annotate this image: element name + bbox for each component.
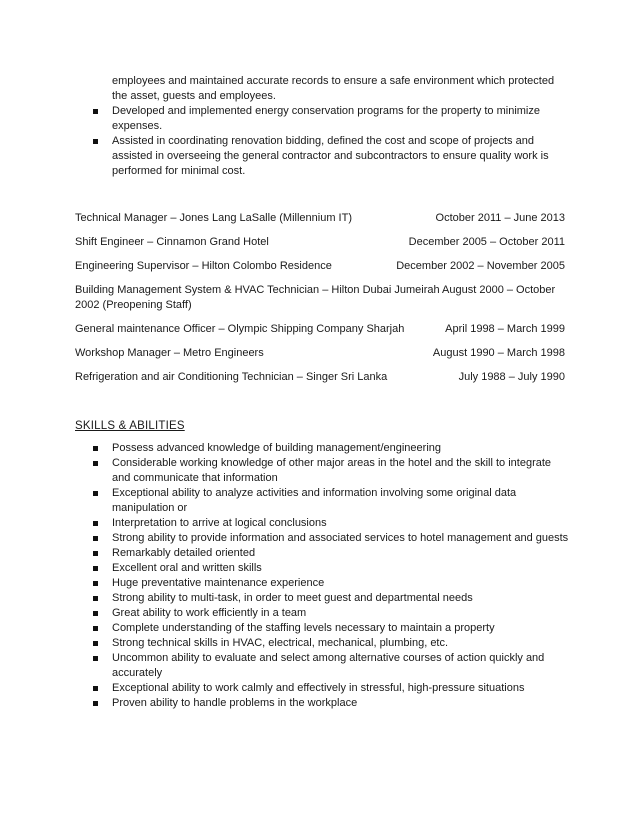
square-bullet-icon xyxy=(93,566,98,571)
square-bullet-icon xyxy=(93,701,98,706)
skill-item: Interpretation to arrive at logical conclusions xyxy=(90,516,570,531)
square-bullet-icon xyxy=(93,491,98,496)
skill-item: Considerable working knowledge of other major areas in the hotel and the skill to integrate and communicate that information xyxy=(90,456,570,486)
square-bullet-icon xyxy=(93,446,98,451)
job-title: Refrigeration and air Conditioning Technician – Singer Sri Lanka xyxy=(75,371,388,383)
skill-item: Remarkably detailed oriented xyxy=(90,546,570,561)
continued-bullet-text: employees and maintained accurate records to ensure a safe environment which protected the asset, guests and employees. xyxy=(112,75,555,102)
square-bullet-icon xyxy=(93,551,98,556)
employment-history xyxy=(75,211,565,394)
skill-item: Complete understanding of the staffing levels necessary to maintain a property xyxy=(90,621,570,636)
skills-list xyxy=(90,441,570,711)
job-dates: December 2002 – November 2005 xyxy=(396,260,565,272)
square-bullet-icon xyxy=(93,461,98,466)
skill-item: Exceptional ability to analyze activities and information involving some original data manipulation or xyxy=(90,486,570,516)
square-bullet-icon xyxy=(93,656,98,661)
list-item: Developed and implemented energy conservation programs for the property to minimize expenses. xyxy=(90,104,570,134)
job-entry xyxy=(75,370,565,385)
skill-item: Uncommon ability to evaluate and select among alternative courses of action quickly and accurately xyxy=(90,651,570,681)
experience-bullet-list xyxy=(90,104,570,179)
job-title: Building Management System & HVAC Technician – Hilton Dubai Jumeirah August 2000 – October 2002 (Preopening Staff) xyxy=(75,284,556,311)
job-title: General maintenance Officer – Olympic Shipping Company Sharjah xyxy=(75,323,405,335)
job-entry xyxy=(75,211,565,226)
job-title: Shift Engineer – Cinnamon Grand Hotel xyxy=(75,236,269,248)
square-bullet-icon xyxy=(93,641,98,646)
job-entry xyxy=(75,283,565,313)
skill-item: Strong ability to provide information and associated services to hotel management and guests xyxy=(90,531,570,546)
job-entry xyxy=(75,259,565,274)
square-bullet-icon xyxy=(93,686,98,691)
job-dates: August 1990 – March 1998 xyxy=(432,347,565,359)
job-dates: December 2005 – October 2011 xyxy=(408,236,565,248)
skill-item: Huge preventative maintenance experience xyxy=(90,576,570,591)
square-bullet-icon xyxy=(93,521,98,526)
job-entry xyxy=(75,346,565,361)
job-dates: July 1988 – July 1990 xyxy=(458,371,565,383)
skill-item: Strong technical skills in HVAC, electrical, mechanical, plumbing, etc. xyxy=(90,636,570,651)
job-dates: October 2011 – June 2013 xyxy=(435,212,565,224)
job-entry xyxy=(75,235,565,250)
job-entry xyxy=(75,322,565,337)
skill-item: Great ability to work efficiently in a team xyxy=(90,606,570,621)
skill-item: Excellent oral and written skills xyxy=(90,561,570,576)
skill-item: Proven ability to handle problems in the workplace xyxy=(90,696,570,711)
skill-item: Possess advanced knowledge of building management/engineering xyxy=(90,441,570,456)
skill-item: Strong ability to multi-task, in order to meet guest and departmental needs xyxy=(90,591,570,606)
job-title: Technical Manager – Jones Lang LaSalle (Millennium IT) xyxy=(75,212,352,224)
skills-section-heading: SKILLS & ABILITIES xyxy=(75,420,185,432)
list-item: Assisted in coordinating renovation bidding, defined the cost and scope of projects and assisted in overseeing the general contractor and subcontractors to ensure quality work is performed for minimal cost. xyxy=(90,134,570,179)
square-bullet-icon xyxy=(93,139,98,144)
square-bullet-icon xyxy=(93,596,98,601)
job-title: Engineering Supervisor – Hilton Colombo Residence xyxy=(75,260,332,272)
square-bullet-icon xyxy=(93,536,98,541)
job-dates: April 1998 – March 1999 xyxy=(445,323,565,335)
square-bullet-icon xyxy=(93,611,98,616)
square-bullet-icon xyxy=(93,109,98,114)
square-bullet-icon xyxy=(93,581,98,586)
square-bullet-icon xyxy=(93,626,98,631)
job-title: Workshop Manager – Metro Engineers xyxy=(75,347,264,359)
skill-item: Exceptional ability to work calmly and effectively in stressful, high-pressure situations xyxy=(90,681,570,696)
